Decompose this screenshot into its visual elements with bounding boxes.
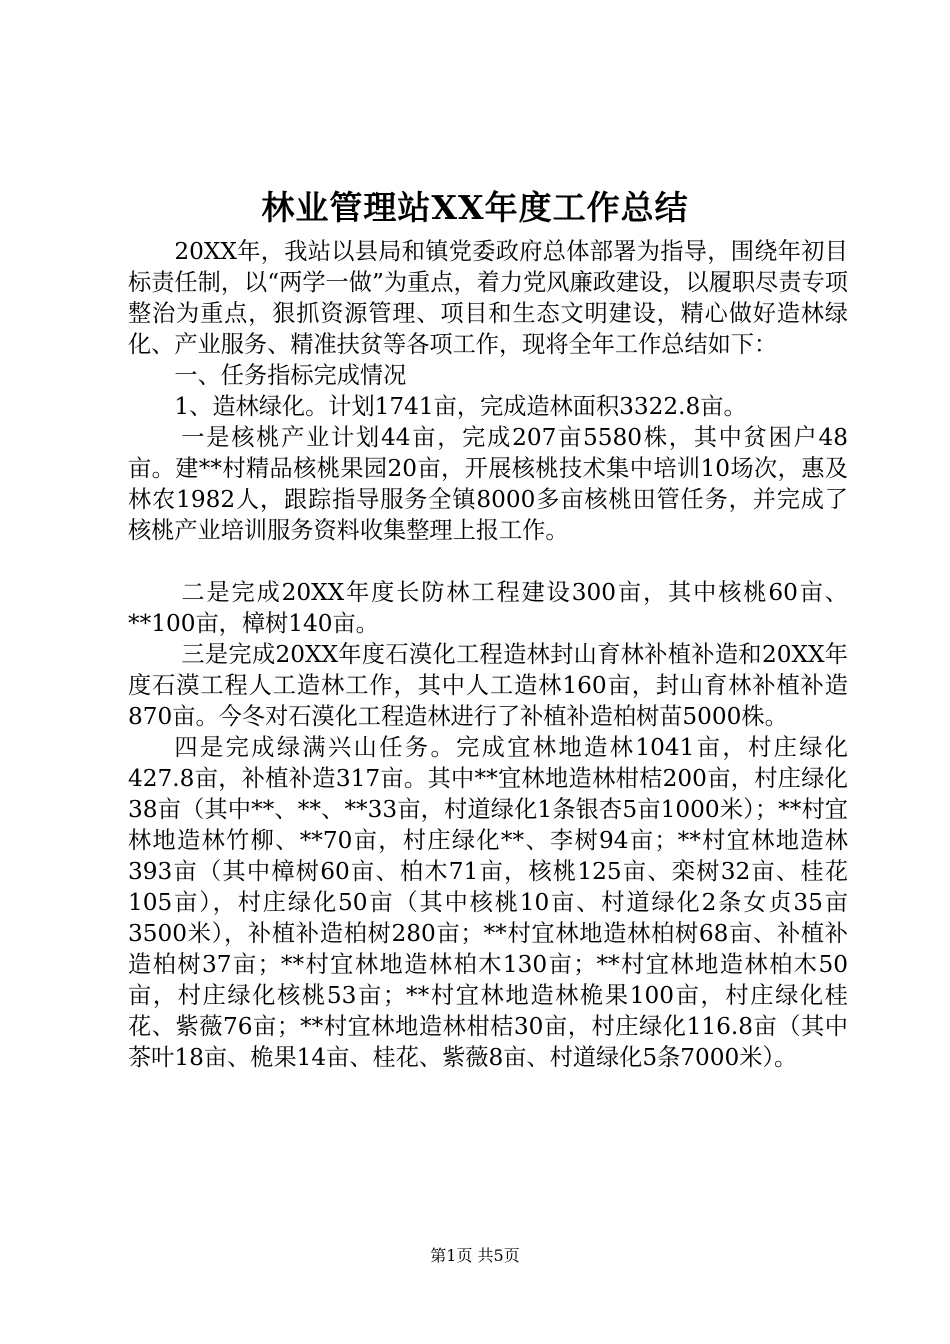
paragraph-gap bbox=[128, 546, 848, 577]
intro-paragraph: 20XX年，我站以县局和镇党委政府总体部署为指导，围绕年初目标责任制，以“两学一做”为重点，着力党风廉政建设，以履职尽责专项整治为重点，狠抓资源管理、项目和生态文明建设，精心做好造林绿化、产业服务、精准扶贫等各项工作，现将全年工作总结如下： bbox=[128, 238, 848, 358]
document-body bbox=[128, 236, 848, 1073]
section-heading: 一、任务指标完成情况 bbox=[174, 362, 407, 389]
paragraph-walnut: 一是核桃产业计划44亩，完成207亩5580株，其中贫困户48亩。建**村精品核桃果园20亩，开展核桃技术集中培训10场次，惠及林农1982人，跟踪指导服务全镇8000多亩核桃田管任务，并完成了核桃产业培训服务资料收集整理上报工作。 bbox=[128, 424, 848, 544]
paragraph-green-mountain: 四是完成绿满兴山任务。完成宜林地造林1041亩，村庄绿化427.8亩，补植补造317亩。其中**宜林地造林柑桔200亩，村庄绿化38亩（其中**、**、**33亩，村道绿化1条银杏5亩1000米）；**村宜林地造林竹柳、**70亩，村庄绿化**、李树94亩；**村宜林地造林393亩（其中樟树60亩、柏木71亩，核桃125亩、栾树32亩、桂花105亩），村庄绿化50亩（其中核桃10亩、村道绿化2条女贞35亩3500米），补植补造柏树280亩；**村宜林地造林柏树68亩、补植补造柏树37亩；**村宜林地造林柏木130亩；**村宜林地造林柏木50亩，村庄绿化核桃53亩；**村宜林地造林桅果100亩，村庄绿化桂花、紫薇76亩；**村宜林地造林柑桔30亩，村庄绿化116.8亩（其中茶叶18亩、桅果14亩、桂花、紫薇8亩、村道绿化5条7000米）。 bbox=[128, 734, 848, 1071]
page-footer: 第1页 共5页 bbox=[430, 1246, 520, 1265]
document-title: 林业管理站XX年度工作总结 bbox=[261, 188, 689, 227]
paragraph-shelterbelt: 二是完成20XX年度长防林工程建设300亩，其中核桃60亩、**100亩，樟树140亩。 bbox=[128, 579, 848, 637]
paragraph-rocky-desertification: 三是完成20XX年度石漠化工程造林封山育林补植补造和20XX年度石漠工程人工造林工作，其中人工造林160亩，封山育林补植补造870亩。今冬对石漠化工程造林进行了补植补造柏树苗5000株。 bbox=[128, 641, 848, 730]
item-heading: 1、造林绿化。计划1741亩，完成造林面积3322.8亩。 bbox=[174, 393, 747, 420]
